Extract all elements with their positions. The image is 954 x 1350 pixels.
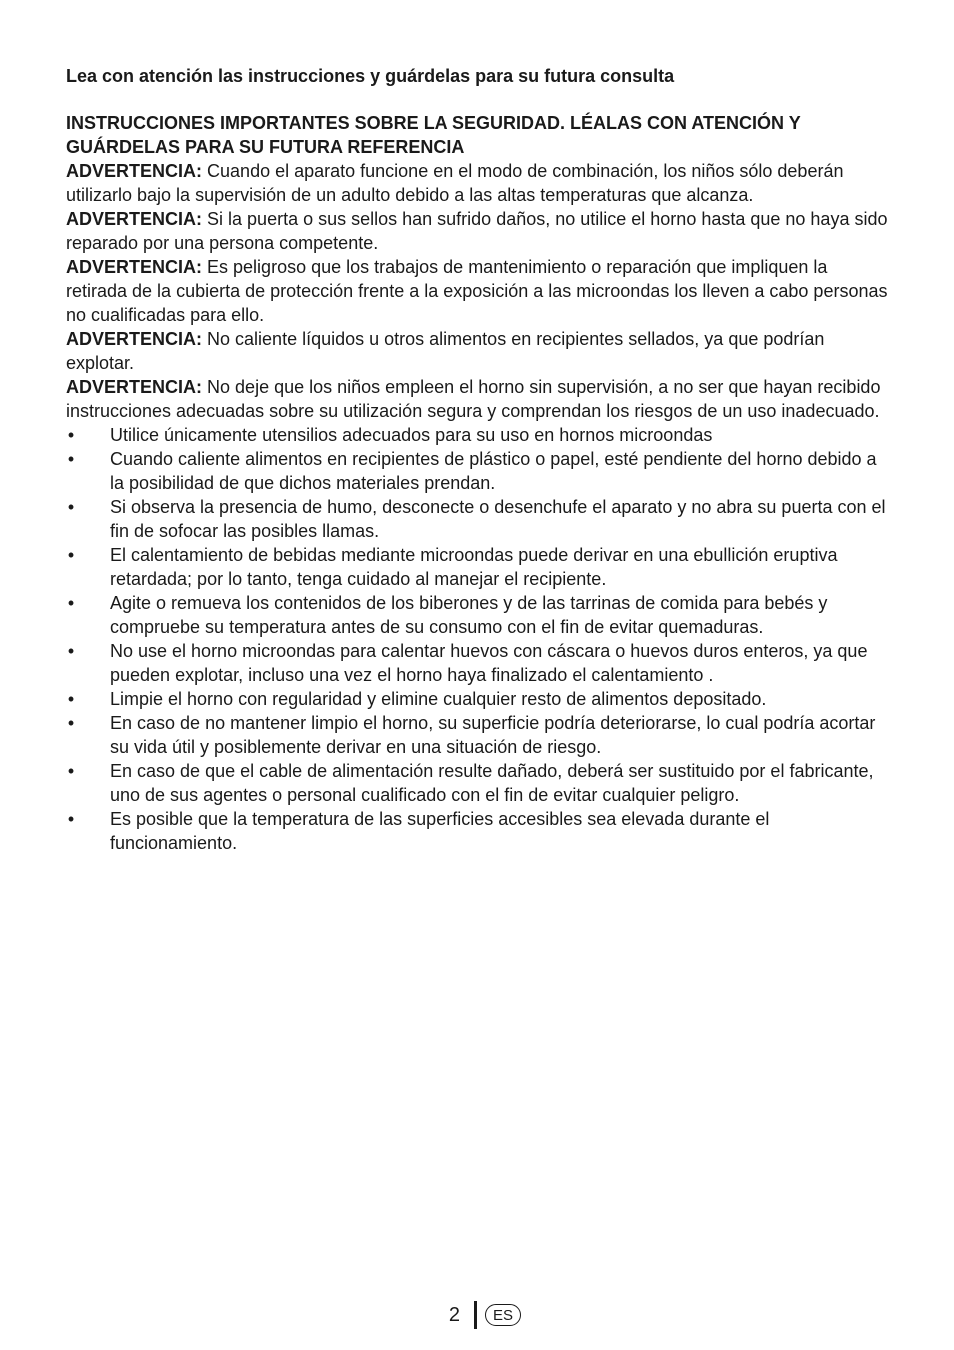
list-item-text: Limpie el horno con regularidad y elimine cualquier resto de alimentos depositado. (110, 689, 767, 709)
list-item-text: Agite o remueva los contenidos de los biberones y de las tarrinas de comida para bebés y compruebe su temperatura antes de su consumo con el fin de evitar quemaduras. (110, 593, 828, 637)
warning-label: ADVERTENCIA: (66, 257, 203, 277)
list-item (66, 591, 888, 639)
bullet-icon: • (67, 545, 75, 565)
list-item (66, 543, 888, 591)
bullet-icon: • (67, 497, 75, 517)
bullet-icon: • (67, 809, 75, 829)
page-footer (440, 1300, 521, 1330)
list-item (66, 447, 888, 495)
warning-label: ADVERTENCIA: (66, 329, 203, 349)
page-number: 2 (448, 1303, 460, 1326)
warning-paragraph (66, 375, 888, 423)
warning-text: Si la puerta o sus sellos han sufrido daños, no utilice el horno hasta que no haya sido reparado por una persona competente. (66, 209, 888, 253)
intro-text: Lea con atención las instrucciones y guárdelas para su futura consulta (66, 66, 675, 86)
warning-text: No caliente líquidos u otros alimentos en recipientes sellados, ya que podrían explotar. (66, 329, 825, 373)
warning-label: ADVERTENCIA: (66, 161, 203, 181)
list-item (66, 711, 888, 759)
warning-text: Es peligroso que los trabajos de mantenimiento o reparación que impliquen la retirada de la cubierta de protección frente a la exposición a las microondas los lleven a cabo personas no cualificadas para ello. (66, 257, 888, 325)
warning-label: ADVERTENCIA: (66, 377, 203, 397)
list-item (66, 807, 888, 855)
warning-paragraph (66, 207, 888, 255)
list-item (66, 495, 888, 543)
warning-text: Cuando el aparato funcione en el modo de combinación, los niños sólo deberán utilizarlo bajo la supervisión de un adulto debido a las altas temperaturas que alcanza. (66, 161, 844, 205)
bullet-icon: • (67, 761, 75, 781)
list-item-text: Cuando caliente alimentos en recipientes de plástico o papel, esté pendiente del horno debido a la posibilidad de que dichos materiales prendan. (110, 449, 877, 493)
list-item-text: En caso de que el cable de alimentación resulte dañado, deberá ser sustituido por el fabricante, uno de sus agentes o personal cualificado con el fin de evitar cualquier peligro. (110, 761, 874, 805)
warning-label: ADVERTENCIA: (66, 209, 203, 229)
bullet-icon: • (67, 689, 75, 709)
warning-paragraph (66, 159, 888, 207)
list-item-text: Es posible que la temperatura de las superficies accesibles sea elevada durante el funcionamiento. (110, 809, 770, 853)
bullet-icon: • (67, 449, 75, 469)
safety-heading: INSTRUCCIONES IMPORTANTES SOBRE LA SEGURIDAD. LÉALAS CON ATENCIÓN Y GUÁRDELAS PARA SU FUTURA REFERENCIA (66, 113, 801, 157)
bullet-icon: • (67, 713, 75, 733)
warning-paragraph (66, 327, 888, 375)
list-item-text: En caso de no mantener limpio el horno, su superficie podría deteriorarse, lo cual podría acortar su vida útil y posiblemente derivar en una situación de riesgo. (110, 713, 876, 757)
list-item (66, 687, 888, 711)
footer-divider (474, 1301, 477, 1329)
bullet-icon: • (67, 641, 75, 661)
document-body (66, 64, 888, 855)
safety-bullet-list (66, 423, 888, 855)
bullet-icon: • (67, 425, 75, 445)
list-item (66, 639, 888, 687)
list-item-text: Utilice únicamente utensilios adecuados para su uso en hornos microondas (110, 425, 713, 445)
warning-paragraph (66, 255, 888, 327)
list-item-text: No use el horno microondas para calentar huevos con cáscara o huevos duros enteros, ya que pueden explotar, incluso una vez el horno haya finalizado el calentamiento . (110, 641, 868, 685)
list-item-text: Si observa la presencia de humo, desconecte o desenchufe el aparato y no abra su puerta con el fin de sofocar las posibles llamas. (110, 497, 886, 541)
list-item (66, 423, 888, 447)
bullet-icon: • (67, 593, 75, 613)
warning-text: No deje que los niños empleen el horno sin supervisión, a no ser que hayan recibido instrucciones adecuadas sobre su utilización segura y comprendan los riesgos de un uso inadecuado. (66, 377, 881, 421)
language-badge: ES (485, 1304, 521, 1326)
list-item-text: El calentamiento de bebidas mediante microondas puede derivar en una ebullición eruptiva retardada; por lo tanto, tenga cuidado al manejar el recipiente. (110, 545, 838, 589)
list-item (66, 759, 888, 807)
